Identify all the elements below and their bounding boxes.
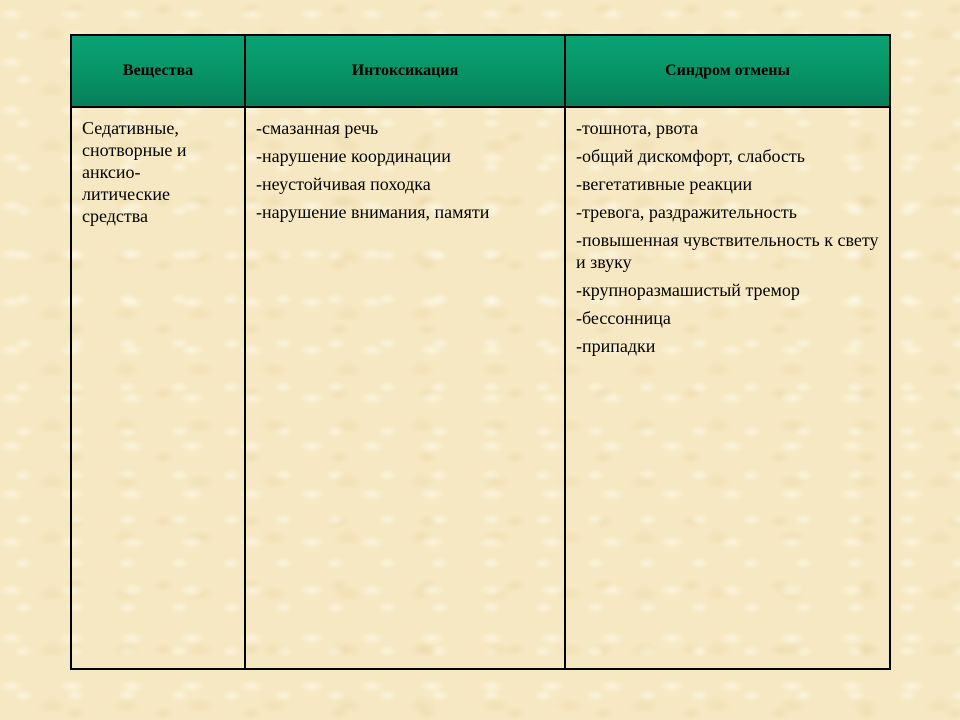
withdrawal-item: -общий дискомфорт, слабость bbox=[576, 146, 806, 166]
table-header-row bbox=[71, 35, 890, 107]
substance-name: Седативные, снотворные и анксио- литические средства bbox=[82, 118, 187, 226]
syndrome-table bbox=[70, 34, 891, 670]
withdrawal-item: -припадки bbox=[576, 336, 656, 356]
table-row bbox=[71, 107, 890, 669]
intoxication-cell bbox=[245, 107, 565, 669]
substance-cell bbox=[71, 107, 245, 669]
withdrawal-item: -бессонница bbox=[576, 308, 671, 328]
intoxication-list bbox=[256, 117, 556, 223]
intoxication-item: -нарушение координации bbox=[256, 146, 451, 166]
header-substances: Вещества bbox=[71, 35, 245, 107]
intoxication-item: -смазанная речь bbox=[256, 118, 379, 138]
withdrawal-item: -тошнота, рвота bbox=[576, 118, 699, 138]
intoxication-item: -неустойчивая походка bbox=[256, 174, 431, 194]
withdrawal-cell bbox=[565, 107, 890, 669]
withdrawal-item: -тревога, раздражительность bbox=[576, 202, 798, 222]
header-withdrawal: Синдром отмены bbox=[565, 35, 890, 107]
withdrawal-item: -крупноразмашистый тремор bbox=[576, 280, 800, 300]
withdrawal-list bbox=[576, 117, 881, 357]
header-intoxication: Интоксикация bbox=[245, 35, 565, 107]
withdrawal-item: -повышенная чувствительность к свету и звуку bbox=[576, 230, 879, 272]
withdrawal-item: -вегетативные реакции bbox=[576, 174, 753, 194]
intoxication-item: -нарушение внимания, памяти bbox=[256, 202, 490, 222]
